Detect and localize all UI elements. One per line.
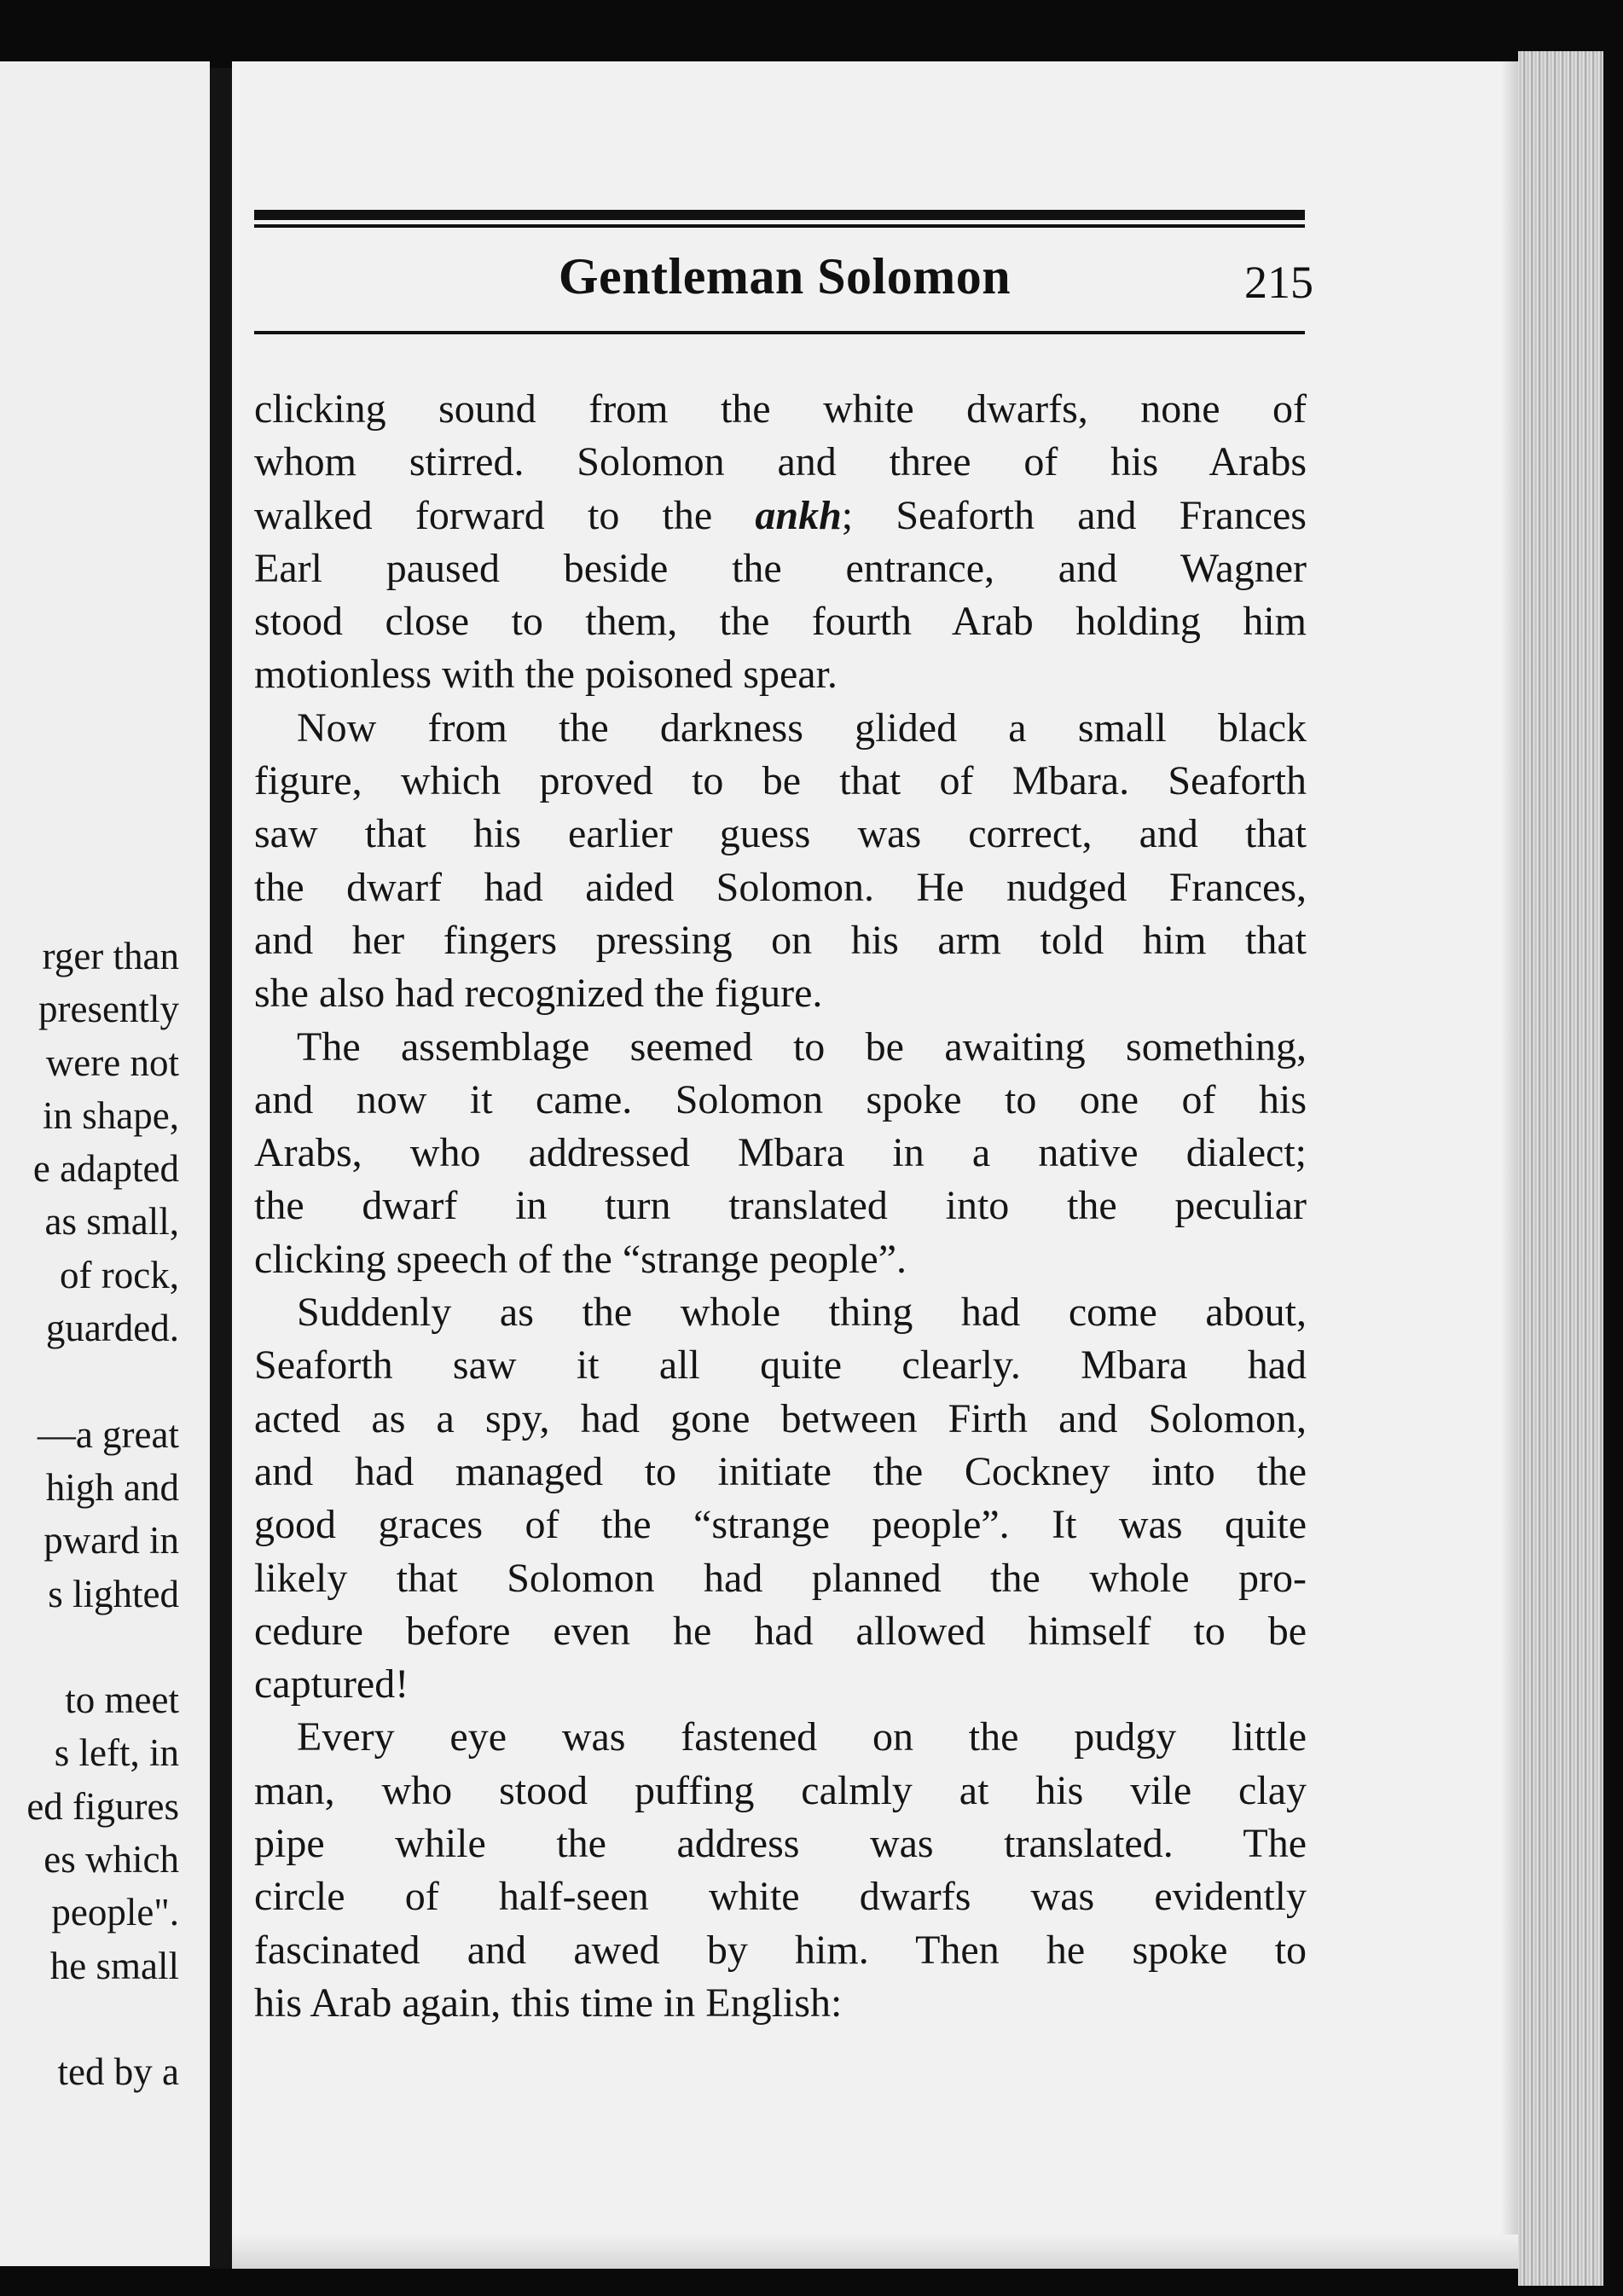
text-line: Arabs, who addressed Mbara in a native dialect; [254, 1130, 1307, 1176]
left-line: to meet [65, 1679, 179, 1722]
left-line: he small [49, 1944, 179, 1987]
text-line: and now it came. Solomon spoke to one of his [254, 1076, 1307, 1122]
text-line: pipe while the address was translated. The [254, 1821, 1307, 1867]
text-line: The assemblage seemed to be awaiting something, [297, 1023, 1307, 1070]
left-line: guarded. [45, 1307, 179, 1350]
running-head-title: Gentleman Solomon [558, 248, 1011, 304]
text-line: saw that his earlier guess was correct, and that [254, 811, 1307, 857]
text-line: likely that Solomon had planned the whole pro- [254, 1555, 1307, 1601]
left-line: high and [45, 1465, 179, 1509]
text-line: his Arab again, this time in English: [254, 1980, 843, 2026]
page-bottom-shadow [232, 2235, 1518, 2269]
left-line: ed figures [26, 1784, 179, 1828]
text-line: acted as a spy, had gone between Firth and Solomon, [254, 1395, 1307, 1441]
left-line: e adapted [32, 1147, 179, 1191]
left-line: es which [43, 1838, 179, 1881]
italic-word: ankh [755, 492, 842, 538]
left-line: presently [38, 988, 179, 1031]
left-line: ted by a [57, 2050, 179, 2094]
left-line: pward in [43, 1519, 179, 1563]
page-edges [1518, 51, 1603, 2286]
body-text [254, 383, 1307, 2030]
left-line: rger than [42, 935, 179, 977]
text-line: the dwarf had aided Solomon. He nudged Frances, [254, 864, 1307, 910]
text-line: and her fingers pressing on his arm told him that [254, 917, 1307, 963]
text-line: Seaforth saw it all quite clearly. Mbara had [254, 1342, 1307, 1389]
left-page [0, 61, 210, 2266]
left-line: people". [51, 1891, 179, 1934]
text-line: she also had recognized the figure. [254, 971, 823, 1017]
text-line: figure, which proved to be that of Mbara. Seaforth [254, 758, 1307, 804]
text-line: Every eye was fastened on the pudgy little [297, 1714, 1307, 1760]
text-line: Suddenly as the whole thing had come about, [297, 1290, 1307, 1336]
text-line: good graces of the “strange people”. It was quite [254, 1502, 1307, 1548]
text-segment: walked forward to the [254, 492, 756, 538]
text-segment: ; Seaforth and Frances [841, 492, 1307, 538]
text-line: motionless with the poisoned spear. [254, 652, 838, 698]
left-line [0, 1354, 179, 1407]
left-line: in shape, [43, 1093, 179, 1137]
text-line: circle of half-seen white dwarfs was evidently [254, 1874, 1307, 1920]
text-line: the dwarf in turn translated into the peculiar [254, 1183, 1307, 1229]
text-line: stood close to them, the fourth Arab holding him [254, 599, 1307, 645]
left-page-text [0, 930, 179, 2099]
text-line: Earl paused beside the entrance, and Wagner [254, 545, 1307, 591]
left-line: of rock, [60, 1253, 179, 1296]
text-line: man, who stood puffing calmly at his vile clay [254, 1767, 1307, 1813]
text-line: cedure before even he had allowed himself to be [254, 1608, 1307, 1654]
left-line: were not [45, 1041, 179, 1084]
left-line: s left, in [54, 1731, 179, 1775]
left-line: s lighted [48, 1572, 179, 1615]
text-line: and had managed to initiate the Cockney into the [254, 1448, 1307, 1494]
text-line [254, 490, 1307, 542]
header-rule-thick [254, 210, 1305, 220]
text-line: clicking sound from the white dwarfs, none of [254, 386, 1307, 432]
header-rule-under [254, 331, 1305, 334]
page-number: 215 [1244, 257, 1313, 308]
header-rule-thin [254, 224, 1305, 228]
text-line: captured! [254, 1661, 409, 1708]
left-line: as small, [44, 1200, 179, 1244]
text-line: fascinated and awed by him. Then he spoke to [254, 1927, 1307, 1973]
text-line: Now from the darkness glided a small black [297, 704, 1307, 751]
text-line: whom stirred. Solomon and three of his Arabs [254, 439, 1307, 485]
text-line: clicking speech of the “strange people”. [254, 1236, 907, 1282]
left-line: —a great [37, 1412, 179, 1456]
